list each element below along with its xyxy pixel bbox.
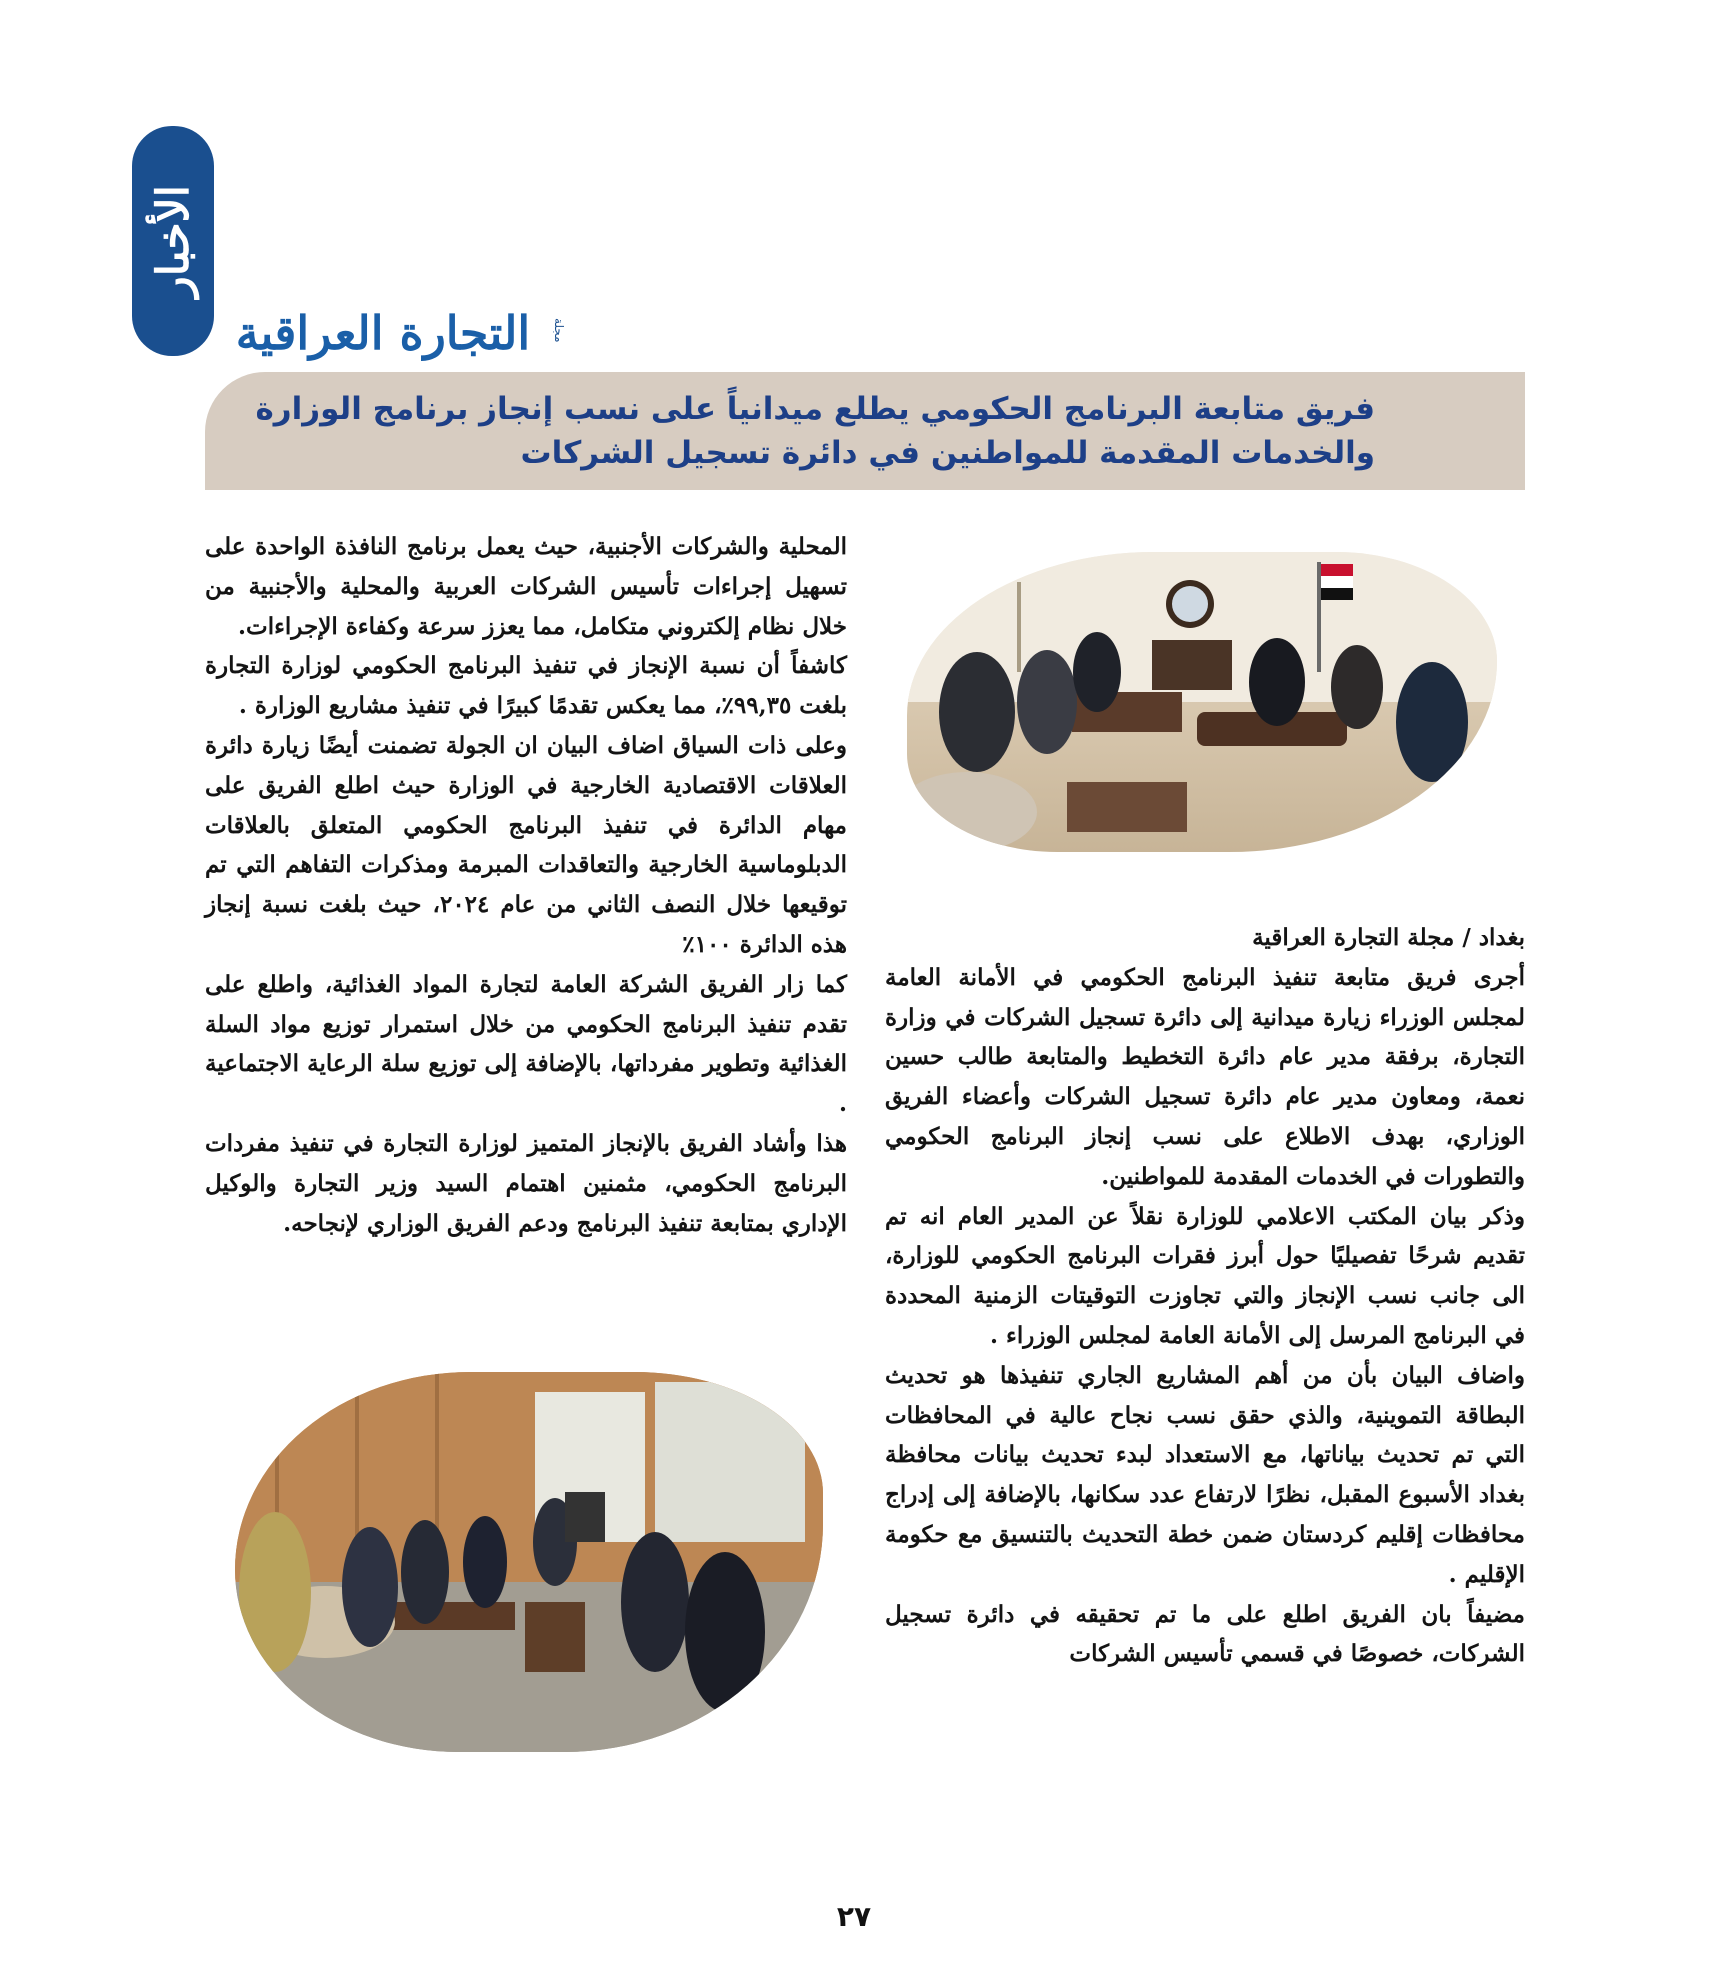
left-paragraph-5: هذا وأشاد الفريق بالإنجاز المتميز لوزارة التجارة في تنفيذ مفردات البرنامج الحكومي، مثمنين اهتمام السيد وزير التجارة والوكيل الإداري بمتابعة تنفيذ البرنامج ودعم الفريق الوزاري لإنجاحه. — [205, 1129, 847, 1237]
headline-line-1: فريق متابعة البرنامج الحكومي يطلع ميدانياً على نسب إنجاز برنامج الوزارة — [255, 391, 1375, 427]
left-paragraph-4: كما زار الفريق الشركة العامة لتجارة المواد الغذائية، واطلع على تقدم تنفيذ البرنامج الحكومي من خلال استمرار توزيع مواد السلة الغذائية وتطوير مفرداتها، بالإضافة إلى توزيع سلة الرعاية الاجتماعية . — [205, 970, 847, 1118]
magazine-logo: التجارة العراقية — [235, 306, 531, 360]
left-paragraph-2: كاشفاً أن نسبة الإنجاز في تنفيذ البرنامج الحكومي لوزارة التجارة بلغت ٩٩,٣٥٪، مما يعكس تقدمًا كبيرًا في تنفيذ مشاريع الوزارة . — [205, 652, 847, 720]
meeting-photo-top — [907, 552, 1497, 852]
headline-line-2: والخدمات المقدمة للمواطنين في دائرة تسجيل الشركات — [520, 435, 1375, 471]
section-tab-label: الأخبار — [147, 184, 199, 298]
page-number: ٢٧ — [836, 1900, 872, 1933]
left-paragraph-1: المحلية والشركات الأجنبية، حيث يعمل برنامج النافذة الواحدة على تسهيل إجراءات تأسيس الشركات العربية والمحلية والأجنبية من خلال نظام إلكتروني متكامل، مما يعزز سرعة وكفاءة الإجراءات. — [205, 533, 847, 640]
meeting-photo-bottom-scene — [235, 1372, 823, 1752]
meeting-photo-bottom — [235, 1372, 823, 1752]
right-paragraph-2: وذكر بيان المكتب الاعلامي للوزارة نقلاً عن المدير العام انه تم تقديم شرحًا تفصيليًا حول أبرز فقرات البرنامج الحكومي للوزارة، الى جانب نسب الإنجاز والتي تجاوزت التوقيتات الزمنية المحددة في البرنامج المرسل إلى الأمانة العامة لمجلس الوزراء . — [885, 1202, 1525, 1349]
right-paragraph-3: واضاف البيان بأن من أهم المشاريع الجاري تنفيذها هو تحديث البطاقة التموينية، والذي حقق نسب نجاح عالية في المحافظات التي تم تحديث بياناتها، مع الاستعداد لبدء تحديث بيانات محافظة بغداد الأسبوع المقبل، نظرًا لارتفاع عدد سكانها، بالإضافة إلى إدراج محافظات إقليم كردستان ضمن خطة التحديث بالتنسيق مع حكومة الإقليم . — [885, 1361, 1525, 1588]
section-tab — [132, 126, 214, 356]
right-paragraph-1: أجرى فريق متابعة تنفيذ البرنامج الحكومي في الأمانة العامة لمجلس الوزراء زيارة ميدانية إلى دائرة تسجيل الشركات في وزارة التجارة، برفقة مدير عام دائرة التخطيط والمتابعة طالب حسين نعمة، ومعاون مدير عام دائرة تسجيل الشركات وأعضاء الفريق الوزاري، بهدف الاطلاع على نسب إنجاز البرنامج الحكومي والتطورات في الخدمات المقدمة للمواطنين. — [885, 963, 1525, 1190]
meeting-photo-top-scene — [907, 552, 1497, 852]
article-right-column — [885, 918, 1525, 1674]
article-dateline: بغداد / مجلة التجارة العراقية — [1252, 924, 1525, 951]
article-left-column — [205, 527, 847, 1243]
left-paragraph-3: وعلى ذات السياق اضاف البيان ان الجولة تضمنت أيضًا زيارة دائرة العلاقات الاقتصادية الخارجية في الوزارة حيث اطلع الفريق على مهام الدائرة في تنفيذ البرنامج الحكومي المتعلق بالعلاقات الدبلوماسية الخارجية والتعاقدات المبرمة ومذكرات التفاهم التي تم توقيعها خلال النصف الثاني من عام ٢٠٢٤، حيث بلغت نسبة إنجاز هذه الدائرة ١٠٠٪ — [205, 731, 847, 958]
magazine-prefix: مجلة — [552, 318, 566, 343]
right-paragraph-4: مضيفاً بان الفريق اطلع على ما تم تحقيقه في دائرة تسجيل الشركات، خصوصًا في قسمي تأسيس الشركات — [885, 1600, 1525, 1668]
headline-band — [205, 372, 1525, 490]
